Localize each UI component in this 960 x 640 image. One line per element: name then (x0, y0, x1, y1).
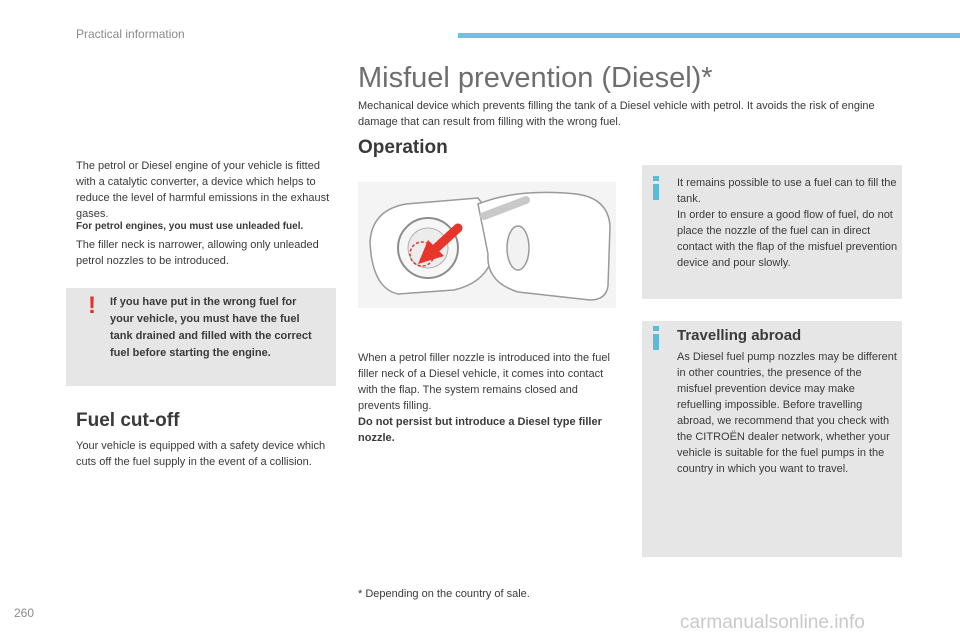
catalytic-converter-text: The petrol or Diesel engine of your vehicle is fitted with a catalytic converter, a device which helps to reduce the level of harmful emissions in the exhaust gases. (76, 160, 330, 220)
operation-heading: Operation (358, 137, 448, 158)
watermark: carmanualsonline.info (680, 612, 865, 633)
page-number: 260 (14, 606, 35, 620)
wrong-fuel-warning: If you have put in the wrong fuel for your vehicle, you must have the fuel tank drained and filled with the correct fuel before starting the engine. (110, 296, 312, 359)
info-icon (650, 176, 662, 200)
travelling-abroad-heading: Travelling abroad (677, 327, 802, 344)
unleaded-fuel-note: For petrol engines, you must use unleaded fuel. (76, 221, 304, 232)
fuel-cutoff-heading: Fuel cut-off (76, 410, 180, 431)
warning-icon: ! (88, 292, 96, 319)
page-title: Misfuel prevention (Diesel)* (358, 62, 713, 94)
filler-neck-text: The filler neck is narrower, allowing only unleaded petrol nozzles to be introduced. (76, 239, 319, 267)
filler-flap-drawing (358, 182, 616, 308)
footnote: * Depending on the country of sale. (358, 588, 530, 600)
header-accent-bar (458, 33, 960, 38)
operation-text: When a petrol filler nozzle is introduced into the fuel filler neck of a Diesel vehicle, it comes into contact with the flap. The system remains closed and prevents filling. (358, 352, 610, 412)
travelling-abroad-text: As Diesel fuel pump nozzles may be different in other countries, the presence of the misfuel prevention device may make refuelling impossible. Before travelling abroad, we recommend that you check with the CITROËN dealer network, whether your vehicle is suitable for the fuel pumps in the country in which you want to travel. (677, 351, 897, 475)
fuel-can-text: It remains possible to use a fuel can to fill the tank. In order to ensure a good flow of fuel, do not place the nozzle of the fuel can in direct contact with the flap of the misfuel prevention device and pour slowly. (677, 177, 898, 269)
fuel-cutoff-text: Your vehicle is equipped with a safety device which cuts off the fuel supply in the event of a collision. (76, 440, 326, 468)
intro-text: Mechanical device which prevents filling the tank of a Diesel vehicle with petrol. It avoids the risk of engine damage that can result from filling with the wrong fuel. (358, 100, 875, 128)
info-icon (650, 326, 662, 350)
filler-flap-illustration (358, 182, 616, 308)
diesel-nozzle-note: Do not persist but introduce a Diesel type filler nozzle. (358, 416, 602, 444)
section-label: Practical information (76, 27, 185, 41)
